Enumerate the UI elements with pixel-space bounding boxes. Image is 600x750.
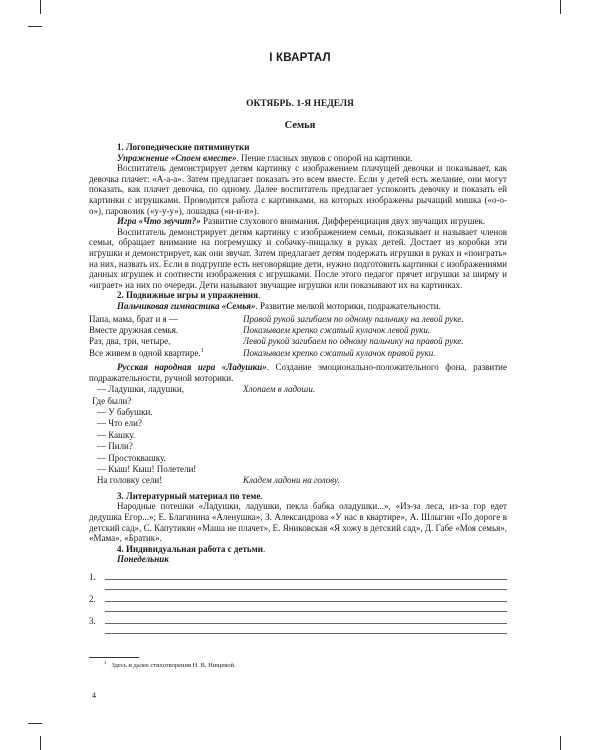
crop-mark bbox=[40, 0, 41, 14]
exercise-1-title: Упражнение «Споем вместе» bbox=[117, 152, 237, 163]
folk-game-title: Русская народная игра «Ладушки» bbox=[117, 362, 267, 373]
list-item: — У бабушки. bbox=[97, 407, 153, 418]
week-heading: ОКТЯБРЬ. 1-Я НЕДЕЛЯ bbox=[246, 99, 354, 109]
exercise-2-body: Воспитатель демонстрирует детям картинку с изображением семьи, показывает и называет членов семьи, обращает внимание на погремушку и собачку-пищалку в руках детей. Достает из коробки эти игрушки и демонстрирует, как они звучат. Затем предлагает детям подержать игрушки в руках и «поиграть» на них, назвать их. Если в подгруппе есть неговорящие дети, нужно подготовить картинки с изображениями данных игрушек и соотнести изображения с игрушками. После этого педагог прячет игрушки за ширму и «играет» на них по очереди. Дети называют звучащие игрушки или показывают их на картинках. bbox=[89, 226, 507, 290]
write-lines bbox=[89, 567, 507, 633]
exercise-2-intro: Игра «Что звучит?» Развитие слухового внимания. Дифференциация двух звучащих игрушек. bbox=[117, 216, 486, 227]
crop-mark bbox=[560, 0, 561, 14]
list-item: — Кашку. bbox=[97, 429, 136, 440]
list-item: Папа, мама, брат и я — Правой рукой загибаем по одному пальчику на левой руке. bbox=[89, 313, 464, 324]
list-item: — Кыш! Кыш! Полетели! bbox=[97, 463, 197, 474]
list-item: Раз, два, три, четыре, Левой рукой загибаем по одному пальчику на правой руке. bbox=[89, 336, 464, 347]
list-item: На головку сели! Кладем ладони на голову. bbox=[97, 475, 340, 486]
page-number: 4 bbox=[92, 691, 96, 700]
section-2-heading: 2. Подвижные игры и упражнения. bbox=[117, 290, 261, 301]
crop-mark bbox=[40, 736, 41, 750]
list-item: — Простоквашку. bbox=[97, 452, 166, 463]
exercise-1-body: Воспитатель демонстрирует детям картинку с изображением плачущей девочки и показывает, как девочка плачет: «А-а-а». Затем предлагает показать это всем вместе. Если у детей есть желание, они могут показать, как плачет девочка, по одному. Далее воспитатель предлагает успокоить девочку и показать ей картинки с игрушками. Проводится работа с картинками, на которых изображены рычащий мишка («о-о-о»), паровозик («у-у-у»), лошадка («и-и-и»). bbox=[89, 163, 507, 216]
literature-body: Народные потешки «Ладушки, ладушки, пекла бабка оладушки...», «Из-за леса, из-за гор едет дедушка Егор...»; Е. Благинина «Аленушка», З. Александрова «У нас в квартире», А. Шлыгин «По дороге в детский сад», С. Капутикян «Маша не плачет», Е. Яниковская «Я хожу в детский сад», Д. Габе «Моя семья», «Мама», «Братик». bbox=[89, 501, 507, 544]
finger-rows bbox=[89, 314, 507, 360]
footnote: $^1$ Здесь и далее стихотворения Н. В. Нищевой. bbox=[104, 661, 236, 670]
exercise-2-title: Игра «Что звучит?» bbox=[117, 216, 201, 227]
section-1-heading: 1. Логопедические пятиминутки bbox=[117, 142, 250, 152]
exercise-1-intro: Упражнение «Споем вместе». Пение гласных звуков с опорой на картинки. bbox=[117, 152, 413, 163]
section-3-heading: 3. Литературный материал по теме. bbox=[117, 490, 263, 501]
crop-mark bbox=[28, 26, 42, 27]
quarter-heading: I КВАРТАЛ bbox=[269, 52, 331, 64]
write-line[interactable]: 2. bbox=[89, 589, 507, 611]
write-line[interactable]: 1. bbox=[89, 567, 507, 589]
footnote-ref: 1 bbox=[200, 347, 204, 354]
footnote-rule bbox=[89, 657, 139, 658]
list-item: — Ладушки, ладушки, Хлопаем в ладоши. bbox=[97, 384, 316, 395]
list-item: — Что ели? bbox=[97, 418, 142, 429]
folk-game-intro: Русская народная игра «Ладушки». Создание эмоционально-положительного фона, развитие подражательности, ручной моторики. bbox=[89, 362, 507, 383]
section-4-heading: 4. Индивидуальная работа с детьми. bbox=[117, 543, 266, 554]
write-line[interactable]: 3. bbox=[89, 611, 507, 633]
list-item: Все живем в одной квартире.$^1$ Показываем крепко сжатый кулачок правой руки. bbox=[89, 347, 436, 358]
day-label: Понедельник bbox=[117, 554, 169, 565]
list-item: Где были? bbox=[92, 395, 132, 406]
folk-game-rows bbox=[89, 384, 507, 487]
finger-game-title: Пальчиковая гимнастика «Семья» bbox=[117, 300, 256, 311]
page-content bbox=[89, 142, 507, 633]
crop-mark bbox=[560, 736, 561, 750]
list-item: Вместе дружная семья. Показываем крепко сжатый кулачок левой руки. bbox=[89, 324, 431, 335]
list-item: — Пили? bbox=[97, 441, 133, 452]
topic-title: Семья bbox=[284, 120, 316, 131]
finger-game-intro: Пальчиковая гимнастика «Семья». Развитие мелкой моторики, подражательности. bbox=[117, 300, 441, 311]
crop-mark bbox=[28, 723, 42, 724]
